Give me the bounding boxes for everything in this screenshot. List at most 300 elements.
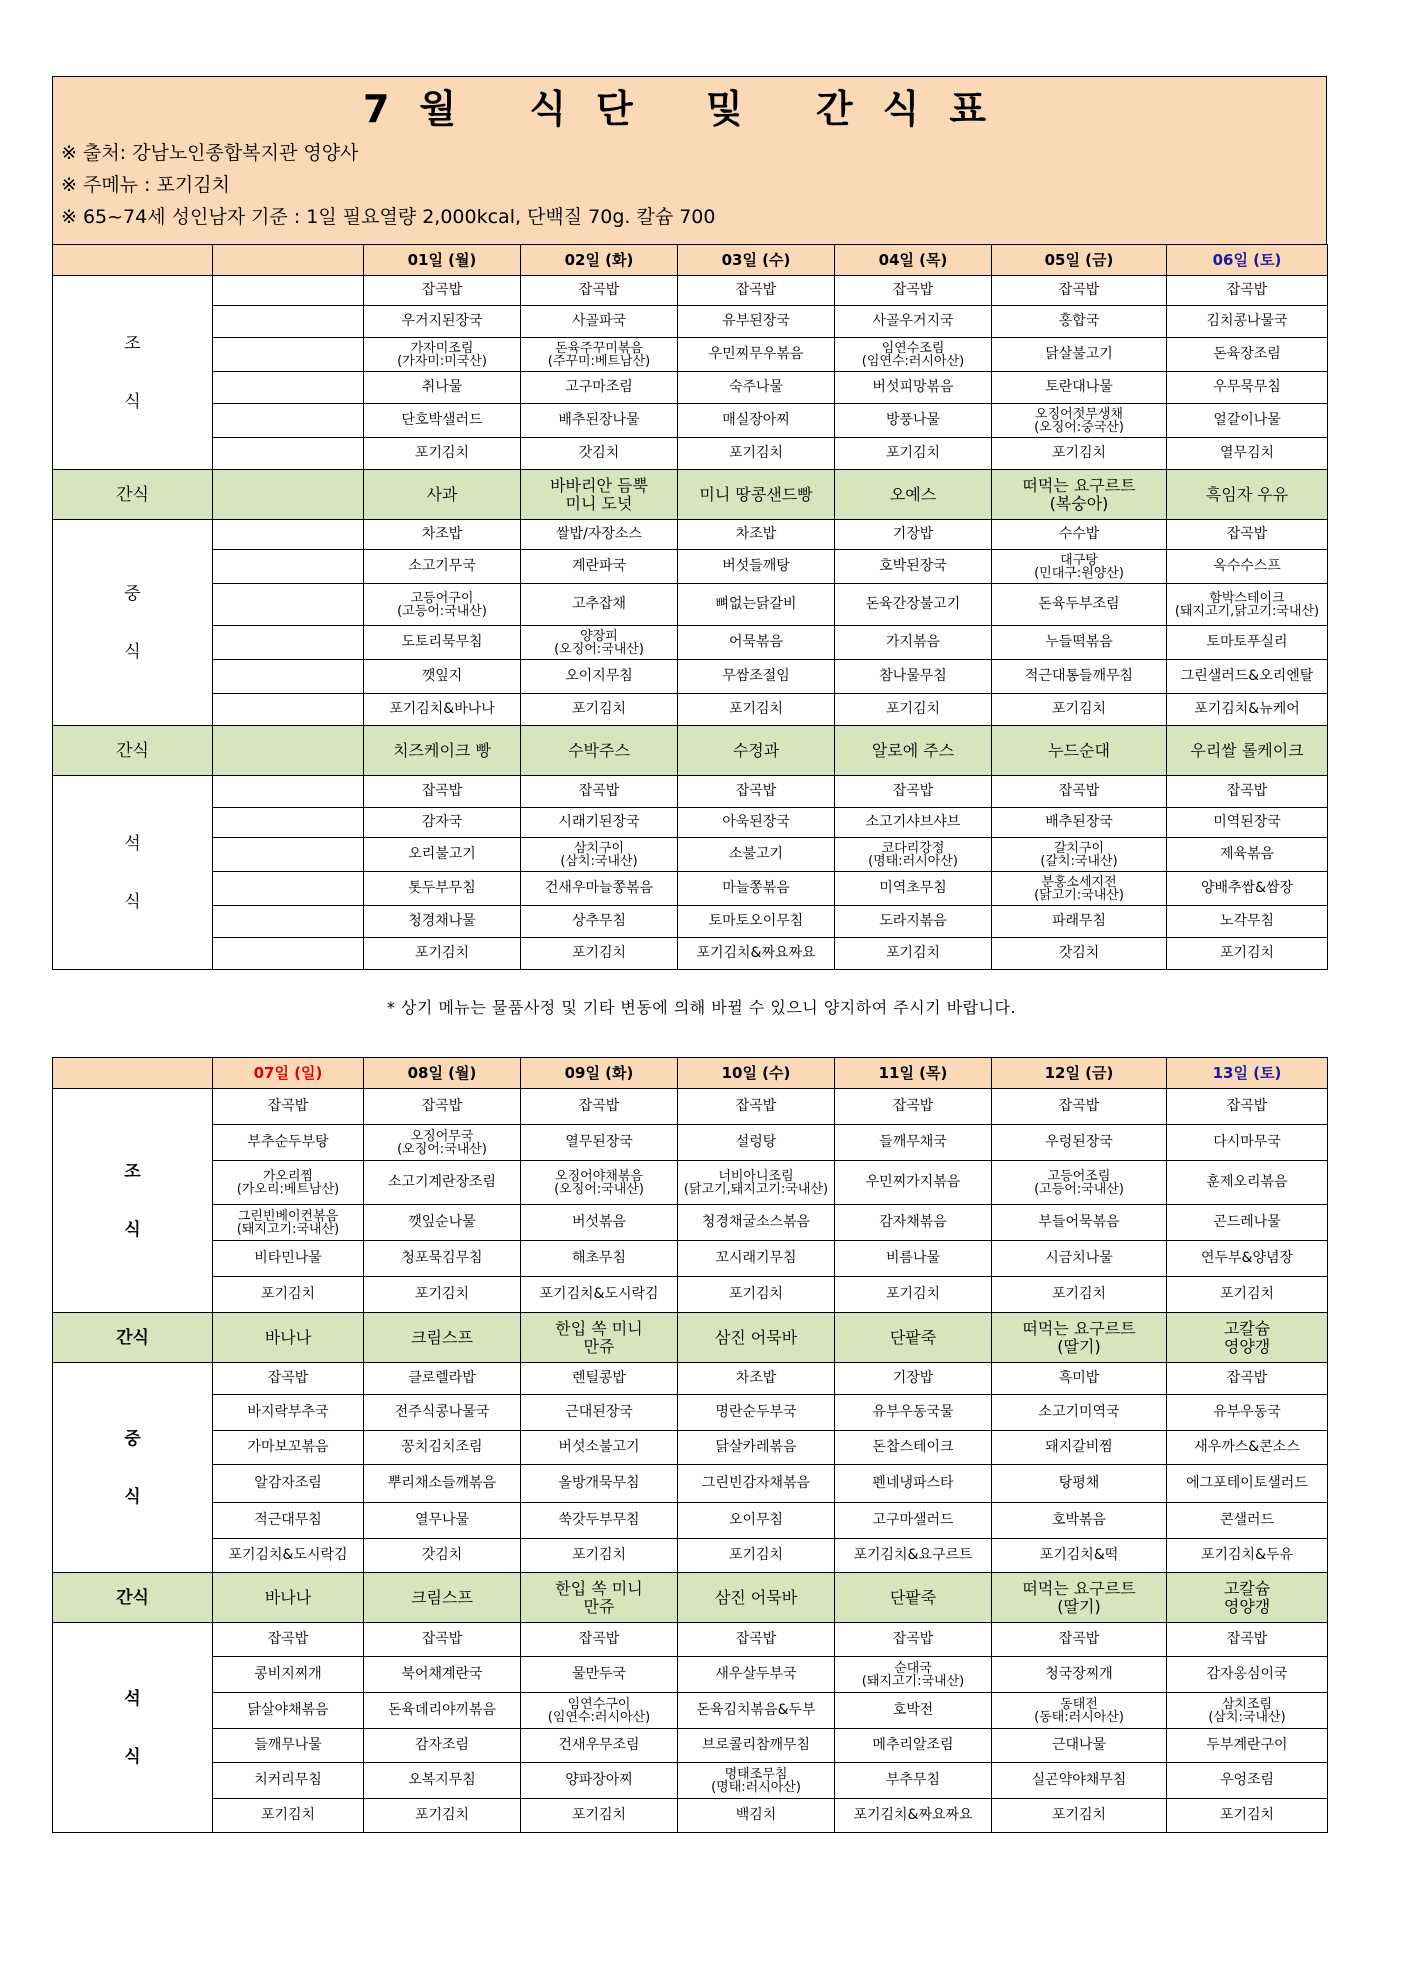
snack-item: 떠먹는 요구르트 (딸기)	[992, 1573, 1167, 1623]
menu-item: 부추순두부탕	[213, 1125, 364, 1161]
blank-cell	[213, 872, 364, 906]
menu-item: 오이지무침	[521, 660, 678, 694]
lunch-label: 중 식	[53, 520, 213, 726]
menu-item: 버섯들깨탕	[678, 550, 835, 584]
blank-cell	[213, 838, 364, 872]
menu-item: 우엉조림	[1167, 1763, 1328, 1799]
lunch-row	[53, 694, 1328, 726]
snack-label: 간식	[53, 1573, 213, 1623]
menu-item: 들깨무채국	[835, 1125, 992, 1161]
menu-item: 누들떡볶음	[992, 626, 1167, 660]
day-header-label: 10일 (수)	[721, 1063, 791, 1082]
snack-item: 고칼슘 영양갱	[1167, 1573, 1328, 1623]
menu-item: 우무묵무침	[1167, 372, 1328, 404]
breakfast-row	[53, 1205, 1328, 1241]
menu-item: 취나물	[364, 372, 521, 404]
day-header-label: 09일 (화)	[564, 1063, 634, 1082]
menu-item: 참나물무침	[835, 660, 992, 694]
menu-item: 클로렐라밥	[364, 1363, 521, 1395]
breakfast-label: 조 식	[53, 276, 213, 470]
snack-item: 흑임자 우유	[1167, 470, 1328, 520]
menu-item: 감자옹심이국	[1167, 1657, 1328, 1693]
menu-item: 잡곡밥	[678, 276, 835, 306]
menu-item: 시래기된장국	[521, 808, 678, 838]
menu-item: 삼치구이 (삼치:국내산)	[521, 838, 678, 872]
menu-item: 닭살카레볶음	[678, 1431, 835, 1465]
snack-item: 바나나	[213, 1313, 364, 1363]
menu-item: 돈찹스테이크	[835, 1431, 992, 1465]
menu-item: 건새우무조림	[521, 1729, 678, 1763]
menu-item: 도라지볶음	[835, 906, 992, 938]
menu-item: 잡곡밥	[992, 776, 1167, 808]
menu-item: 오복지무침	[364, 1763, 521, 1799]
snack-item: 바바리안 듬뿍 미니 도넛	[521, 470, 678, 520]
menu-item: 흑미밥	[992, 1363, 1167, 1395]
day-header-label: 04일 (목)	[878, 250, 948, 269]
snack-item: 치즈케이크 빵	[364, 726, 521, 776]
menu-item: 포기김치	[521, 694, 678, 726]
menu-item: 포기김치&도시락김	[213, 1539, 364, 1573]
day-header-label: 02일 (화)	[564, 250, 634, 269]
menu-item: 청경채나물	[364, 906, 521, 938]
page-title: 7월 식단 및 간식표	[362, 87, 1017, 131]
blank-cell	[213, 808, 364, 838]
menu-item: 잡곡밥	[364, 776, 521, 808]
snack-item: 우리쌀 롤케이크	[1167, 726, 1328, 776]
lunch-row	[53, 520, 1328, 550]
menu-item: 가지볶음	[835, 626, 992, 660]
snack-item: 단팥죽	[835, 1313, 992, 1363]
breakfast-row	[53, 1161, 1328, 1205]
menu-item: 김치콩나물국	[1167, 306, 1328, 338]
blank-cell	[213, 372, 364, 404]
menu-item: 비름나물	[835, 1241, 992, 1277]
menu-item: 호박볶음	[992, 1503, 1167, 1539]
blank-cell	[213, 726, 364, 776]
menu-item: 방풍나물	[835, 404, 992, 438]
menu-item: 우렁된장국	[992, 1125, 1167, 1161]
breakfast-row	[53, 404, 1328, 438]
snack-item: 오예스	[835, 470, 992, 520]
snack-row	[53, 726, 1328, 776]
menu-item: 뿌리채소들깨볶음	[364, 1465, 521, 1503]
menu-item: 포기김치&바나나	[364, 694, 521, 726]
menu-item: 잡곡밥	[1167, 1623, 1328, 1657]
day-header	[678, 245, 835, 276]
dinner-row	[53, 1657, 1328, 1693]
menu-item: 포기김치&짜요짜요	[835, 1799, 992, 1833]
menu-item: 명태조무침 (명태:러시아산)	[678, 1763, 835, 1799]
blank-cell	[213, 276, 364, 306]
menu-item: 건새우마늘쫑볶음	[521, 872, 678, 906]
menu-item: 백김치	[678, 1799, 835, 1833]
menu-item: 치커리무침	[213, 1763, 364, 1799]
blank-cell	[213, 584, 364, 626]
menu-item: 가자미조림 (가자미:미국산)	[364, 338, 521, 372]
menu-item: 포기김치	[1167, 938, 1328, 970]
menu-item: 양장피 (오징어:국내산)	[521, 626, 678, 660]
dinner-row	[53, 1623, 1328, 1657]
menu-item: 다시마무국	[1167, 1125, 1328, 1161]
menu-item: 알감자조림	[213, 1465, 364, 1503]
menu-item: 도토리묵무침	[364, 626, 521, 660]
snack-row	[53, 1313, 1328, 1363]
menu-item: 에그포테이토샐러드	[1167, 1465, 1328, 1503]
lunch-row	[53, 550, 1328, 584]
menu-item: 잡곡밥	[521, 276, 678, 306]
menu-item: 포기김치	[992, 694, 1167, 726]
menu-item: 소고기계란장조림	[364, 1161, 521, 1205]
menu-item: 가마보꼬볶음	[213, 1431, 364, 1465]
snack-item: 수정과	[678, 726, 835, 776]
menu-item: 무쌈조절임	[678, 660, 835, 694]
menu-item: 꽁치김치조림	[364, 1431, 521, 1465]
day-header	[213, 1058, 364, 1089]
menu-item: 우민찌무우볶음	[678, 338, 835, 372]
menu-item: 비타민나물	[213, 1241, 364, 1277]
menu-item: 고구마샐러드	[835, 1503, 992, 1539]
snack-item: 누드순대	[992, 726, 1167, 776]
blank-cell	[213, 660, 364, 694]
menu-item: 잡곡밥	[678, 1089, 835, 1125]
day-header	[364, 245, 521, 276]
menu-item: 돈육주꾸미볶음 (주꾸미:베트남산)	[521, 338, 678, 372]
menu-item: 포기김치&요구르트	[835, 1539, 992, 1573]
menu-item: 물만두국	[521, 1657, 678, 1693]
menu-item: 잡곡밥	[992, 276, 1167, 306]
snack-label: 간식	[53, 470, 213, 520]
day-header	[521, 1058, 678, 1089]
menu-item: 우민찌가지볶음	[835, 1161, 992, 1205]
menu-item: 잡곡밥	[1167, 276, 1328, 306]
dinner-row	[53, 906, 1328, 938]
menu-item: 사골우거지국	[835, 306, 992, 338]
menu-item: 미역된장국	[1167, 808, 1328, 838]
menu-item: 아욱된장국	[678, 808, 835, 838]
day-header-label: 12일 (금)	[1044, 1063, 1114, 1082]
info-standard: ※ 65~74세 성인남자 기준 : 1일 필요열량 2,000kcal, 단백질 70g. 칼슘 700	[61, 206, 716, 228]
menu-item: 잡곡밥	[1167, 520, 1328, 550]
dinner-row	[53, 872, 1328, 906]
menu-item: 삼치조림 (삼치:국내산)	[1167, 1693, 1328, 1729]
menu-item: 근대된장국	[521, 1395, 678, 1431]
lunch-row	[53, 626, 1328, 660]
dinner-row	[53, 808, 1328, 838]
day-header-row	[53, 245, 1328, 276]
menu-item: 순대국 (돼지고기:국내산)	[835, 1657, 992, 1693]
day-header-label: 07일 (일)	[253, 1063, 323, 1082]
menu-item: 배추된장나물	[521, 404, 678, 438]
menu-item: 고등어조림 (고등어:국내산)	[992, 1161, 1167, 1205]
menu-item: 잡곡밥	[521, 776, 678, 808]
menu-item: 버섯소불고기	[521, 1431, 678, 1465]
menu-item: 양파장아찌	[521, 1763, 678, 1799]
menu-item: 차조밥	[364, 520, 521, 550]
blank-cell	[213, 938, 364, 970]
lunch-row	[53, 1539, 1328, 1573]
menu-item: 감자조림	[364, 1729, 521, 1763]
menu-item: 꼬시래기무침	[678, 1241, 835, 1277]
menu-item: 미역초무침	[835, 872, 992, 906]
menu-item: 포기김치	[835, 694, 992, 726]
menu-item: 시금치나물	[992, 1241, 1167, 1277]
menu-item: 그린빈베이컨볶음 (돼지고기:국내산)	[213, 1205, 364, 1241]
blank-cell	[213, 550, 364, 584]
menu-item: 잡곡밥	[835, 1623, 992, 1657]
menu-item: 고구마조림	[521, 372, 678, 404]
menu-item: 오징어젓무생채 (오징어:중국산)	[992, 404, 1167, 438]
header-blank-cell	[53, 245, 213, 276]
header-blank-cell	[213, 245, 364, 276]
menu-item: 오리불고기	[364, 838, 521, 872]
lunch-row	[53, 1465, 1328, 1503]
menu-item: 포기김치	[521, 938, 678, 970]
menu-item: 갈치구이 (갈치:국내산)	[992, 838, 1167, 872]
menu-item: 잡곡밥	[835, 276, 992, 306]
menu-item: 해초무침	[521, 1241, 678, 1277]
menu-item: 잡곡밥	[678, 776, 835, 808]
menu-item: 호박전	[835, 1693, 992, 1729]
menu-item: 적근대통들깨무침	[992, 660, 1167, 694]
menu-item: 부추무침	[835, 1763, 992, 1799]
menu-item: 청국장찌개	[992, 1657, 1167, 1693]
menu-item: 잡곡밥	[521, 1623, 678, 1657]
day-header	[835, 245, 992, 276]
menu-item: 동태전 (동태:러시아산)	[992, 1693, 1167, 1729]
menu-item: 탕평채	[992, 1465, 1167, 1503]
menu-item: 올방개묵무침	[521, 1465, 678, 1503]
menu-item: 포기김치	[1167, 1277, 1328, 1313]
snack-item: 알로에 주스	[835, 726, 992, 776]
menu-item: 포기김치	[992, 1277, 1167, 1313]
snack-item: 수박주스	[521, 726, 678, 776]
menu-item: 얼갈이나물	[1167, 404, 1328, 438]
menu-item: 콩비지찌개	[213, 1657, 364, 1693]
snack-item: 고칼슘 영양갱	[1167, 1313, 1328, 1363]
blank-cell	[213, 404, 364, 438]
dinner-label: 석 식	[53, 776, 213, 970]
header-blank-cell	[53, 1058, 213, 1089]
menu-item: 그린빈감자채볶음	[678, 1465, 835, 1503]
menu-item: 포기김치	[678, 438, 835, 470]
menu-item: 두부계란구이	[1167, 1729, 1328, 1763]
menu-item: 잡곡밥	[1167, 1089, 1328, 1125]
menu-item: 잡곡밥	[364, 1623, 521, 1657]
snack-label: 간식	[53, 726, 213, 776]
blank-cell	[213, 306, 364, 338]
dinner-row	[53, 1799, 1328, 1833]
menu-item: 돈육간장불고기	[835, 584, 992, 626]
menu-item: 고추잡채	[521, 584, 678, 626]
menu-item: 숙주나물	[678, 372, 835, 404]
snack-item: 삼진 어묵바	[678, 1573, 835, 1623]
menu-item: 임연수구이 (임연수:러시아산)	[521, 1693, 678, 1729]
menu-item: 마늘쫑볶음	[678, 872, 835, 906]
menu-item: 소고기무국	[364, 550, 521, 584]
lunch-row	[53, 1431, 1328, 1465]
menu-item: 청경채굴소스볶음	[678, 1205, 835, 1241]
menu-item: 잡곡밥	[1167, 776, 1328, 808]
menu-item: 차조밥	[678, 1363, 835, 1395]
breakfast-row	[53, 276, 1328, 306]
menu-item: 배추된장국	[992, 808, 1167, 838]
menu-item: 잡곡밥	[213, 1363, 364, 1395]
lunch-label: 중 식	[53, 1363, 213, 1573]
menu-item: 새우살두부국	[678, 1657, 835, 1693]
menu-item: 포기김치	[678, 1277, 835, 1313]
menu-item: 사골파국	[521, 306, 678, 338]
menu-item: 기장밥	[835, 1363, 992, 1395]
blank-cell	[213, 626, 364, 660]
snack-item: 단팥죽	[835, 1573, 992, 1623]
day-header	[992, 245, 1167, 276]
menu-item: 옥수수스프	[1167, 550, 1328, 584]
menu-item: 잡곡밥	[213, 1623, 364, 1657]
week1-table	[52, 244, 1328, 970]
menu-item: 고등어구이 (고등어:국내산)	[364, 584, 521, 626]
menu-item: 매실장아찌	[678, 404, 835, 438]
menu-item: 포기김치	[521, 1539, 678, 1573]
menu-item: 새우까스&콘소스	[1167, 1431, 1328, 1465]
lunch-row	[53, 1503, 1328, 1539]
menu-item: 제육볶음	[1167, 838, 1328, 872]
day-header-label: 05일 (금)	[1044, 250, 1114, 269]
menu-item: 토마토오이무침	[678, 906, 835, 938]
menu-item: 돼지갈비찜	[992, 1431, 1167, 1465]
menu-item: 파래무침	[992, 906, 1167, 938]
menu-item: 포기김치	[1167, 1799, 1328, 1833]
menu-item: 포기김치	[364, 438, 521, 470]
menu-item: 단호박샐러드	[364, 404, 521, 438]
menu-item: 갓김치	[521, 438, 678, 470]
menu-item: 닭살야채볶음	[213, 1693, 364, 1729]
menu-item: 잡곡밥	[521, 1089, 678, 1125]
menu-item: 계란파국	[521, 550, 678, 584]
menu-item: 잡곡밥	[364, 1089, 521, 1125]
menu-item: 포기김치	[521, 1799, 678, 1833]
menu-item: 뼈없는닭갈비	[678, 584, 835, 626]
snack-item: 한입 쏙 미니 만쥬	[521, 1313, 678, 1363]
snack-row	[53, 470, 1328, 520]
menu-item: 포기김치	[678, 694, 835, 726]
menu-item: 양배추쌈&쌈장	[1167, 872, 1328, 906]
blank-cell	[213, 438, 364, 470]
day-header-label: 11일 (목)	[878, 1063, 948, 1082]
menu-item: 소고기샤브샤브	[835, 808, 992, 838]
day-header-label: 08일 (월)	[407, 1063, 477, 1082]
menu-item: 버섯피망볶음	[835, 372, 992, 404]
menu-item: 연두부&양념장	[1167, 1241, 1328, 1277]
menu-item: 토마토푸실리	[1167, 626, 1328, 660]
snack-item: 떠먹는 요구르트 (딸기)	[992, 1313, 1167, 1363]
day-header-label: 03일 (수)	[721, 250, 791, 269]
breakfast-row	[53, 1241, 1328, 1277]
day-header-row	[53, 1058, 1328, 1089]
dinner-row	[53, 1729, 1328, 1763]
menu-item: 감자채볶음	[835, 1205, 992, 1241]
menu-item: 포기김치	[835, 438, 992, 470]
day-header-label: 13일 (토)	[1212, 1063, 1282, 1082]
menu-item: 열무된장국	[521, 1125, 678, 1161]
menu-item: 잡곡밥	[678, 1623, 835, 1657]
menu-item: 부들어묵볶음	[992, 1205, 1167, 1241]
menu-item: 잡곡밥	[992, 1089, 1167, 1125]
breakfast-row	[53, 306, 1328, 338]
menu-item: 쑥갓두부무침	[521, 1503, 678, 1539]
menu-item: 임연수조림 (임연수:러시아산)	[835, 338, 992, 372]
menu-item: 포기김치	[364, 1277, 521, 1313]
menu-item: 오징어야채볶음 (오징어:국내산)	[521, 1161, 678, 1205]
menu-item: 돈육두부조림	[992, 584, 1167, 626]
menu-item: 포기김치	[992, 438, 1167, 470]
menu-item: 북어채계란국	[364, 1657, 521, 1693]
menu-item: 청포묵김무침	[364, 1241, 521, 1277]
day-header	[835, 1058, 992, 1089]
menu-item: 함박스테이크 (돼지고기,닭고기:국내산)	[1167, 584, 1328, 626]
menu-item: 쌀밥/자장소스	[521, 520, 678, 550]
menu-item: 포기김치	[992, 1799, 1167, 1833]
menu-item: 포기김치	[364, 938, 521, 970]
menu-item: 잡곡밥	[835, 776, 992, 808]
menu-item: 포기김치	[678, 1539, 835, 1573]
blank-cell	[213, 776, 364, 808]
dinner-row	[53, 938, 1328, 970]
menu-item: 포기김치	[213, 1799, 364, 1833]
lunch-row	[53, 660, 1328, 694]
menu-item: 돈육데리야끼볶음	[364, 1693, 521, 1729]
menu-item: 포기김치&두유	[1167, 1539, 1328, 1573]
day-header	[1167, 245, 1328, 276]
snack-item: 크림스프	[364, 1313, 521, 1363]
menu-item: 갓김치	[992, 938, 1167, 970]
menu-item: 깻잎지	[364, 660, 521, 694]
menu-item: 상추무침	[521, 906, 678, 938]
menu-item: 메추리알조림	[835, 1729, 992, 1763]
menu-item: 설렁탕	[678, 1125, 835, 1161]
snack-item: 미니 땅콩샌드빵	[678, 470, 835, 520]
menu-item: 오징어무국 (오징어:국내산)	[364, 1125, 521, 1161]
menu-item: 노각무침	[1167, 906, 1328, 938]
menu-item: 호박된장국	[835, 550, 992, 584]
snack-item: 한입 쏙 미니 만쥬	[521, 1573, 678, 1623]
snack-item: 바나나	[213, 1573, 364, 1623]
menu-item: 기장밥	[835, 520, 992, 550]
menu-item: 코다리강정 (명태:러시아산)	[835, 838, 992, 872]
snack-item: 사과	[364, 470, 521, 520]
menu-item: 갓김치	[364, 1539, 521, 1573]
menu-item: 수수밥	[992, 520, 1167, 550]
menu-item: 전주식콩나물국	[364, 1395, 521, 1431]
dinner-row	[53, 838, 1328, 872]
snack-item: 삼진 어묵바	[678, 1313, 835, 1363]
day-header	[364, 1058, 521, 1089]
day-header	[1167, 1058, 1328, 1089]
menu-item: 실곤약야채무침	[992, 1763, 1167, 1799]
menu-item: 돈육김치볶음&두부	[678, 1693, 835, 1729]
menu-item: 감자국	[364, 808, 521, 838]
blank-cell	[213, 520, 364, 550]
menu-item: 유부우동국물	[835, 1395, 992, 1431]
menu-item: 포기김치&떡	[992, 1539, 1167, 1573]
menu-item: 들깨무나물	[213, 1729, 364, 1763]
menu-item: 어묵볶음	[678, 626, 835, 660]
breakfast-row	[53, 372, 1328, 404]
breakfast-row	[53, 338, 1328, 372]
menu-item: 소고기미역국	[992, 1395, 1167, 1431]
menu-item: 잡곡밥	[992, 1623, 1167, 1657]
menu-item: 유부된장국	[678, 306, 835, 338]
menu-item: 명란순두부국	[678, 1395, 835, 1431]
